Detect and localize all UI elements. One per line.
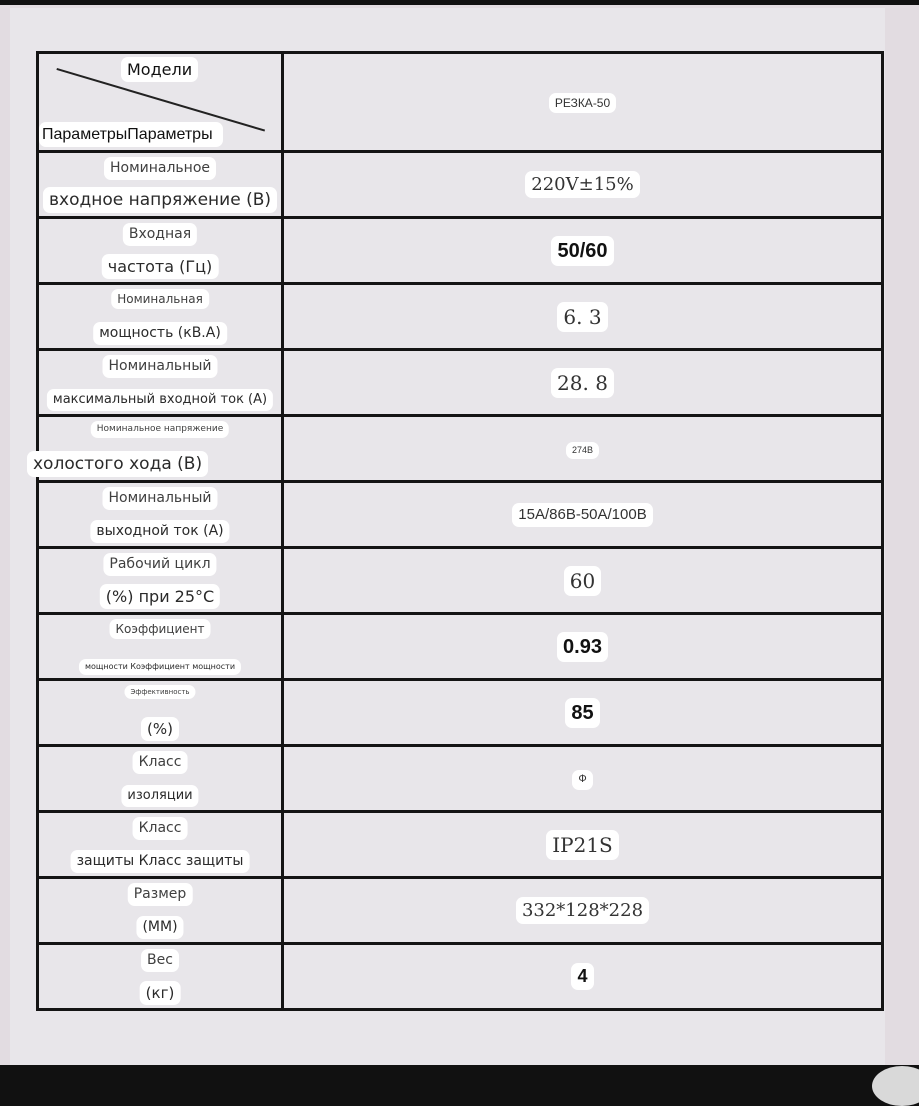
params-label: ПараметрыПараметры <box>39 122 223 147</box>
table-row <box>38 284 883 350</box>
param-value-cell <box>283 218 883 284</box>
table-row <box>38 614 883 680</box>
param-value: 6. 3 <box>557 302 607 332</box>
table-row <box>38 350 883 416</box>
param-value-cell <box>283 812 883 878</box>
param-value-cell <box>283 350 883 416</box>
param-label-bottom: холостого хода (В) <box>27 451 208 477</box>
model-name-cell <box>283 53 883 152</box>
param-label-bottom: (ММ) <box>136 916 183 939</box>
table-row <box>38 218 883 284</box>
param-label-bottom: мощности Коэффициент мощности <box>79 659 241 675</box>
param-value: 15А/86В-50А/100В <box>512 503 652 527</box>
param-label-top: Входная <box>123 223 197 246</box>
table-row <box>38 416 883 482</box>
param-label-cell <box>38 944 283 1010</box>
table-row <box>38 812 883 878</box>
spec-table <box>33 51 884 1011</box>
param-label-cell <box>38 218 283 284</box>
param-label-bottom: выходной ток (А) <box>90 520 229 543</box>
param-label-cell <box>38 350 283 416</box>
table-header-row <box>38 53 883 152</box>
table-row <box>38 746 883 812</box>
param-value: 0.93 <box>557 632 608 662</box>
param-value-cell <box>283 152 883 218</box>
param-label-top: Номинальное <box>104 157 216 180</box>
param-value: 4 <box>571 963 593 991</box>
models-label: Модели <box>121 57 198 82</box>
param-value-cell <box>283 680 883 746</box>
header-diagonal-cell <box>38 53 283 152</box>
param-label-bottom: частота (Гц) <box>102 254 219 279</box>
model-name: РЕЗКА-50 <box>549 93 616 113</box>
param-label-bottom: максимальный входной ток (А) <box>47 389 273 411</box>
param-label-cell <box>38 548 283 614</box>
param-label-top: Эффективность <box>124 685 195 699</box>
param-label-bottom: (%) <box>141 717 179 741</box>
param-label-cell <box>38 152 283 218</box>
param-label-bottom: изоляции <box>121 785 198 807</box>
param-label-cell <box>38 878 283 944</box>
param-label-cell <box>38 614 283 680</box>
param-value-cell <box>283 944 883 1010</box>
table-row <box>38 152 883 218</box>
param-label-top: Класс <box>133 751 188 774</box>
bottom-bar <box>0 1065 919 1080</box>
param-label-bottom: входное напряжение (В) <box>43 187 277 213</box>
param-label-cell <box>38 680 283 746</box>
param-value-cell <box>283 746 883 812</box>
param-label-bottom: защиты Класс защиты <box>71 850 250 873</box>
table-row <box>38 680 883 746</box>
param-label-top: Вес <box>141 949 179 972</box>
table-row <box>38 548 883 614</box>
param-label-bottom: (%) при 25°C <box>100 584 220 609</box>
param-label-top: Номинальное напряжение <box>91 421 229 438</box>
param-value-cell <box>283 878 883 944</box>
param-value: Ф <box>572 770 592 789</box>
param-value: 50/60 <box>551 236 613 266</box>
param-value: 332*128*228 <box>516 897 649 925</box>
param-value-cell <box>283 614 883 680</box>
param-label-top: Номинальный <box>103 355 218 378</box>
param-value: IP21S <box>546 830 619 860</box>
param-value-cell <box>283 548 883 614</box>
corner-shape <box>872 1066 919 1106</box>
param-label-top: Размер <box>128 883 193 906</box>
param-value-cell <box>283 416 883 482</box>
param-value: 28. 8 <box>551 368 614 398</box>
param-label-top: Класс <box>133 817 188 840</box>
param-value: 85 <box>565 698 599 728</box>
param-value-cell <box>283 284 883 350</box>
param-label-cell <box>33 416 283 482</box>
param-label-cell <box>38 812 283 878</box>
param-label-cell <box>38 482 283 548</box>
param-value: 60 <box>564 566 601 596</box>
param-label-bottom: (кг) <box>140 981 181 1005</box>
param-value-cell <box>283 482 883 548</box>
param-value: 274В <box>566 442 599 459</box>
param-label-bottom: мощность (кВ.А) <box>93 322 227 345</box>
param-value: 220V±15% <box>525 171 639 199</box>
param-label-top: Номинальная <box>111 289 209 309</box>
param-label-top: Коэффициент <box>110 619 211 639</box>
param-label-top: Рабочий цикл <box>103 553 216 576</box>
table-row <box>38 944 883 1010</box>
param-label-cell <box>38 746 283 812</box>
param-label-top: Номинальный <box>103 487 218 510</box>
table-row <box>38 482 883 548</box>
table-row <box>38 878 883 944</box>
param-label-cell <box>38 284 283 350</box>
